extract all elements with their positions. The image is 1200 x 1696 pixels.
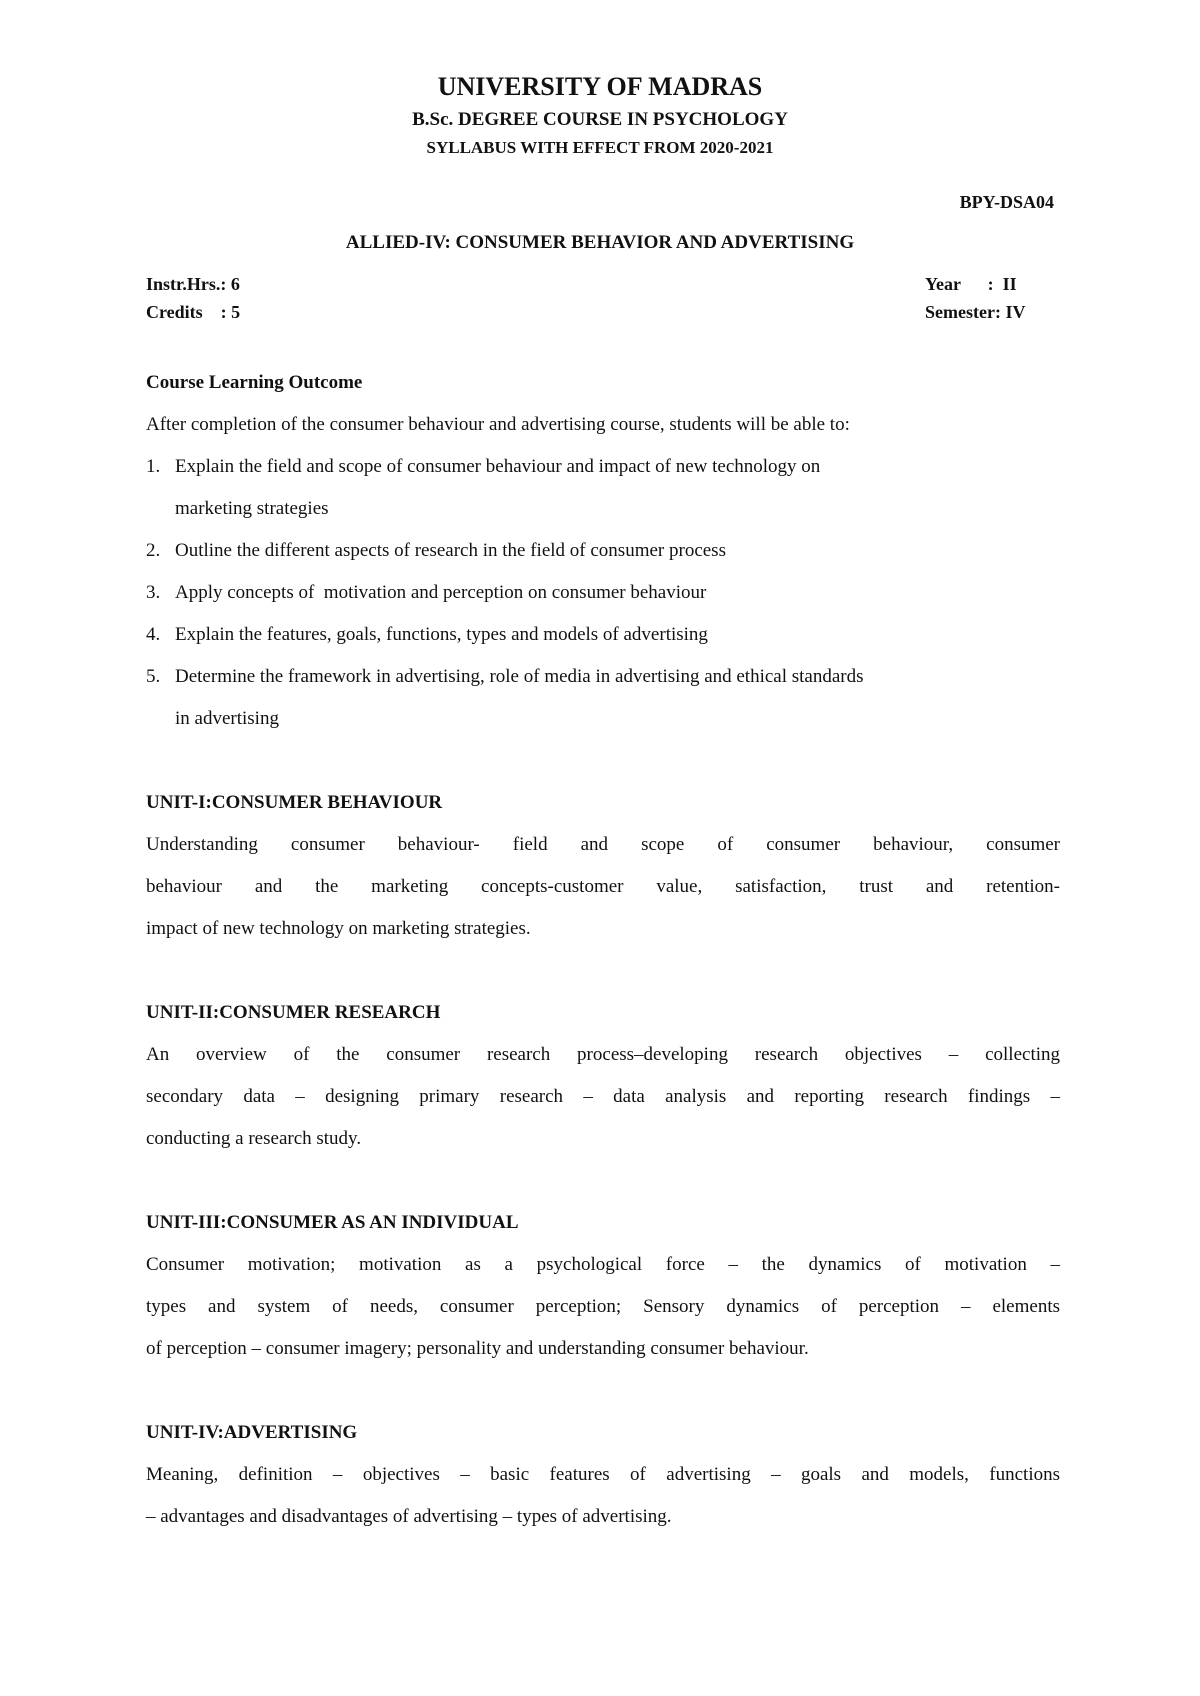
unit-3-text-line: of perception – consumer imagery; personality and understanding consumer behaviour. (146, 1338, 809, 1359)
unit-1-heading: UNIT-I:CONSUMER BEHAVIOUR (146, 792, 443, 813)
outcome-number: 2. (146, 540, 161, 561)
paper-title: ALLIED-IV: CONSUMER BEHAVIOR AND ADVERTISING (345, 232, 855, 253)
outcome-text: Determine the framework in advertising, role of media in advertising and ethical standards (175, 666, 864, 687)
outcome-text: in advertising (175, 708, 279, 729)
unit-1-text-line: Understanding consumer behaviour- field and scope of consumer behaviour, consumer (146, 834, 1060, 855)
outcomes-heading: Course Learning Outcome (146, 372, 363, 393)
syllabus-effective-title: SYLLABUS WITH EFFECT FROM 2020-2021 (426, 138, 774, 157)
unit-1-text-line: behaviour and the marketing concepts-customer value, satisfaction, trust and retention- (146, 876, 1060, 897)
unit-2-text-line: conducting a research study. (146, 1128, 362, 1149)
paper-code: BPY-DSA04 (959, 192, 1054, 212)
unit-2-text-line: An overview of the consumer research process–developing research objectives – collecting (146, 1044, 1060, 1065)
university-title: UNIVERSITY OF MADRAS (437, 72, 763, 101)
credits: Credits : 5 (146, 302, 241, 322)
outcome-number: 1. (146, 456, 161, 477)
outcome-text: Explain the field and scope of consumer behaviour and impact of new technology on (175, 456, 821, 477)
unit-2-text-line: secondary data – designing primary research – data analysis and reporting research findings – (146, 1086, 1060, 1107)
outcomes-intro: After completion of the consumer behaviour and advertising course, students will be able to: (146, 414, 850, 435)
instruction-hours: Instr.Hrs.: 6 (146, 274, 240, 294)
semester: Semester: IV (925, 302, 1026, 322)
outcome-text: marketing strategies (175, 498, 329, 519)
outcome-text: Explain the features, goals, functions, types and models of advertising (175, 624, 708, 645)
year: Year : II (925, 274, 1017, 294)
outcome-text: Apply concepts of motivation and perception on consumer behaviour (175, 582, 707, 603)
unit-4-heading: UNIT-IV:ADVERTISING (146, 1422, 358, 1443)
unit-1-text-line: impact of new technology on marketing strategies. (146, 918, 531, 939)
degree-course-title: B.Sc. DEGREE COURSE IN PSYCHOLOGY (412, 109, 788, 130)
unit-2-heading: UNIT-II:CONSUMER RESEARCH (146, 1002, 441, 1023)
outcome-number: 5. (146, 666, 161, 687)
outcome-number: 4. (146, 624, 161, 645)
outcome-text: Outline the different aspects of research in the field of consumer process (175, 540, 726, 561)
unit-3-heading: UNIT-III:CONSUMER AS AN INDIVIDUAL (146, 1212, 519, 1233)
unit-4-text-line: – advantages and disadvantages of advertising – types of advertising. (146, 1506, 672, 1527)
unit-4-text-line: Meaning, definition – objectives – basic features of advertising – goals and models, functions (146, 1464, 1060, 1485)
unit-3-text-line: Consumer motivation; motivation as a psychological force – the dynamics of motivation – (146, 1254, 1060, 1275)
unit-3-text-line: types and system of needs, consumer perception; Sensory dynamics of perception – elements (146, 1296, 1060, 1317)
outcome-number: 3. (146, 582, 161, 603)
